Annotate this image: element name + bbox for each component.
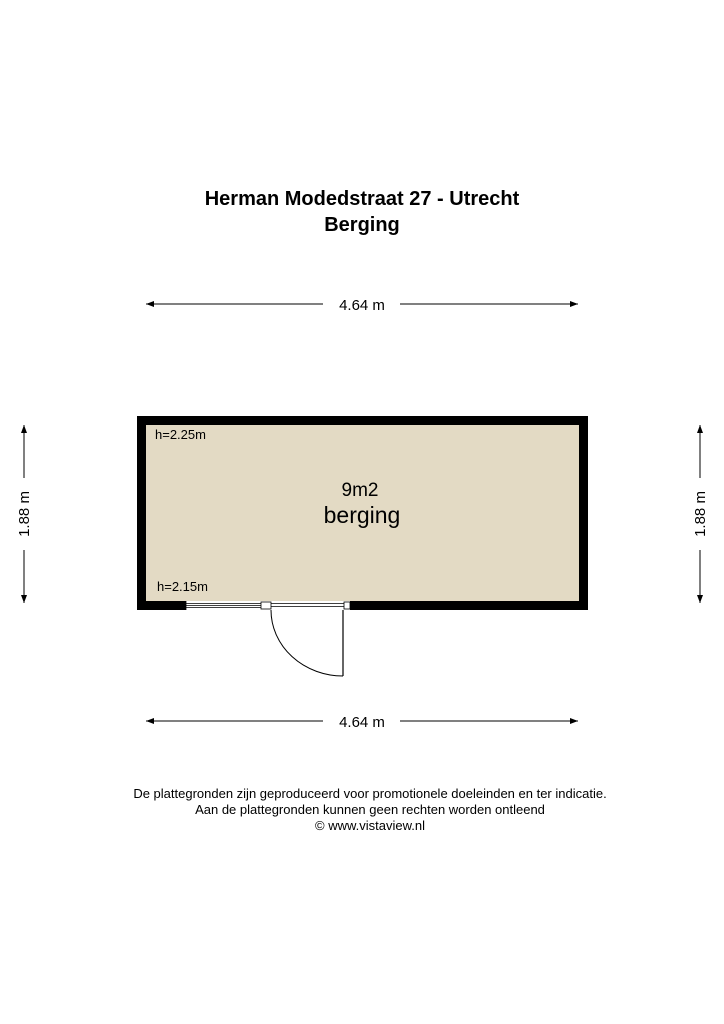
room-berging	[137, 416, 588, 676]
room-area-label: 9m2	[341, 480, 379, 501]
door-swing	[271, 610, 343, 676]
right-dimension	[692, 425, 709, 603]
right-dimension-label: 1.88 m	[692, 491, 709, 537]
room-name-label: berging	[323, 502, 401, 528]
ceiling-height-low: h=2.15m	[157, 579, 208, 594]
bottom-dimension-label: 4.64 m	[339, 714, 385, 731]
left-dimension-label: 1.88 m	[16, 491, 33, 537]
ceiling-height-high: h=2.25m	[155, 427, 206, 442]
top-dimension	[146, 297, 578, 314]
bottom-dimension	[146, 714, 578, 731]
door-opening	[261, 601, 350, 610]
left-dimension	[16, 425, 33, 603]
plan-title-space: Berging	[324, 214, 400, 236]
disclaimer-line-2: Aan de plattegronden kunnen geen rechten worden ontleend	[195, 802, 545, 817]
window-opening	[186, 601, 261, 610]
top-dimension-label: 4.64 m	[339, 297, 385, 314]
copyright-notice: © www.vistaview.nl	[315, 818, 425, 833]
disclaimer-line-1: De plattegronden zijn geproduceerd voor promotionele doeleinden en ter indicatie.	[133, 786, 607, 801]
plan-title-address: Herman Modedstraat 27 - Utrecht	[204, 188, 520, 210]
